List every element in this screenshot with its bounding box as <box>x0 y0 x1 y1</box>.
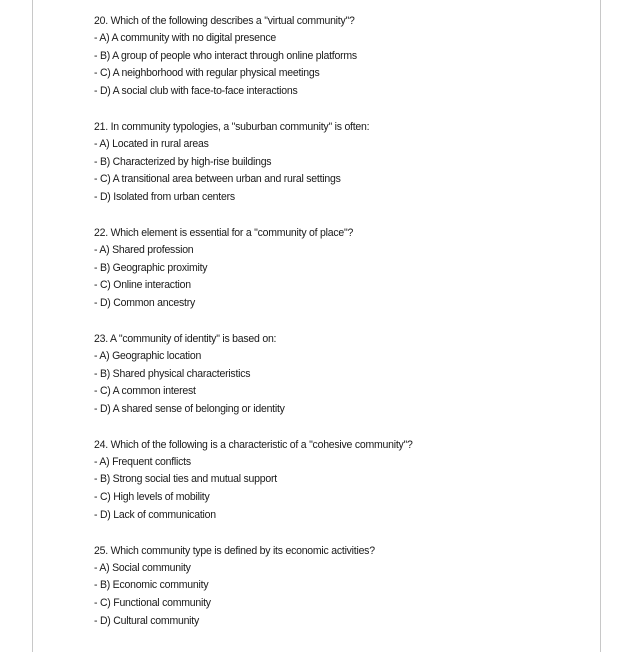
answer-option: - B) Geographic proximity <box>94 261 208 274</box>
question-text: 22. Which element is essential for a "community of place"? <box>94 226 354 239</box>
answer-option: - B) Shared physical characteristics <box>94 367 251 380</box>
answer-option: - A) A community with no digital presence <box>94 32 277 44</box>
answer-option: - C) Online interaction <box>94 279 191 292</box>
question-block <box>94 118 559 206</box>
answer-option: - B) A group of people who interact through online platforms <box>94 49 357 62</box>
question-block <box>94 542 559 630</box>
question-text: 24. Which of the following is a characteristic of a "cohesive community"? <box>94 438 413 451</box>
answer-option: - B) Economic community <box>94 579 209 592</box>
answer-option: - C) A transitional area between urban and rural settings <box>94 173 341 186</box>
question-block <box>94 224 559 312</box>
answer-option: - D) Lack of communication <box>94 508 216 521</box>
answer-option: - A) Geographic location <box>94 349 202 362</box>
answer-option: - B) Strong social ties and mutual support <box>94 473 277 486</box>
question-text: 20. Which of the following describes a "virtual community"? <box>94 15 355 27</box>
answer-option: - A) Social community <box>94 561 191 574</box>
answer-option: - C) Functional community <box>94 597 211 610</box>
question-text: 21. In community typologies, a "suburban community" is often: <box>94 120 370 133</box>
question-text: 23. A "community of identity" is based on: <box>94 332 277 345</box>
answer-option: - A) Located in rural areas <box>94 137 209 150</box>
answer-option: - D) A shared sense of belonging or identity <box>94 402 285 415</box>
question-block <box>94 436 559 524</box>
document-content <box>94 12 559 648</box>
answer-option: - C) High levels of mobility <box>94 491 210 504</box>
page-left-border <box>32 0 33 652</box>
answer-option: - A) Shared profession <box>94 243 194 256</box>
question-text: 25. Which community type is defined by its economic activities? <box>94 544 375 557</box>
answer-option: - D) A social club with face-to-face interactions <box>94 84 298 97</box>
answer-option: - D) Isolated from urban centers <box>94 190 235 203</box>
answer-option: - B) Characterized by high-rise buildings <box>94 155 272 168</box>
answer-option: - D) Cultural community <box>94 614 199 627</box>
answer-option: - A) Frequent conflicts <box>94 455 191 468</box>
answer-option: - C) A neighborhood with regular physical meetings <box>94 67 320 80</box>
question-block <box>94 12 559 100</box>
page-right-border <box>600 0 601 652</box>
question-block <box>94 330 559 418</box>
answer-option: - D) Common ancestry <box>94 296 196 309</box>
answer-option: - C) A common interest <box>94 385 196 398</box>
